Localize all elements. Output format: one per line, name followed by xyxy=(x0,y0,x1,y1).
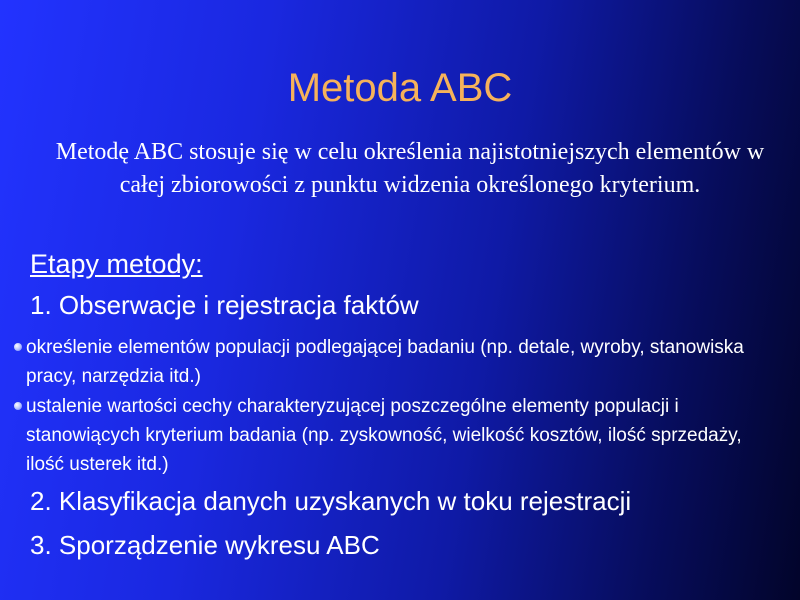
stages-heading: Etapy metody: xyxy=(30,249,203,279)
bullet-text: ustalenie wartości cechy charakteryzującej poszczególne elementy populacji i stanowiących kryterium badania (np. zyskowność, wielkość kosztów, ilość sprzedaży, ilość usterek itd.) xyxy=(26,396,742,475)
step-2: 2. Klasyfikacja danych uzyskanych w toku rejestracji xyxy=(30,486,632,516)
step-1: 1. Obserwacje i rejestracja faktów xyxy=(30,290,419,320)
slide-title: Metoda ABC xyxy=(287,66,513,110)
intro-paragraph: Metodę ABC stosuje się w celu określenia najistotniejszych elementów w całej zbiorowości z punktu widzenia określonego kryterium. xyxy=(55,139,765,198)
step-3: 3. Sporządzenie wykresu ABC xyxy=(30,530,380,560)
bullet-item xyxy=(14,333,774,391)
bullet-icon xyxy=(14,402,22,410)
bullet-icon xyxy=(14,343,22,351)
bullet-text: określenie elementów populacji podlegającej badaniu (np. detale, wyroby, stanowiska pracy, narzędzia itd.) xyxy=(26,337,744,387)
bullet-item xyxy=(14,392,774,479)
